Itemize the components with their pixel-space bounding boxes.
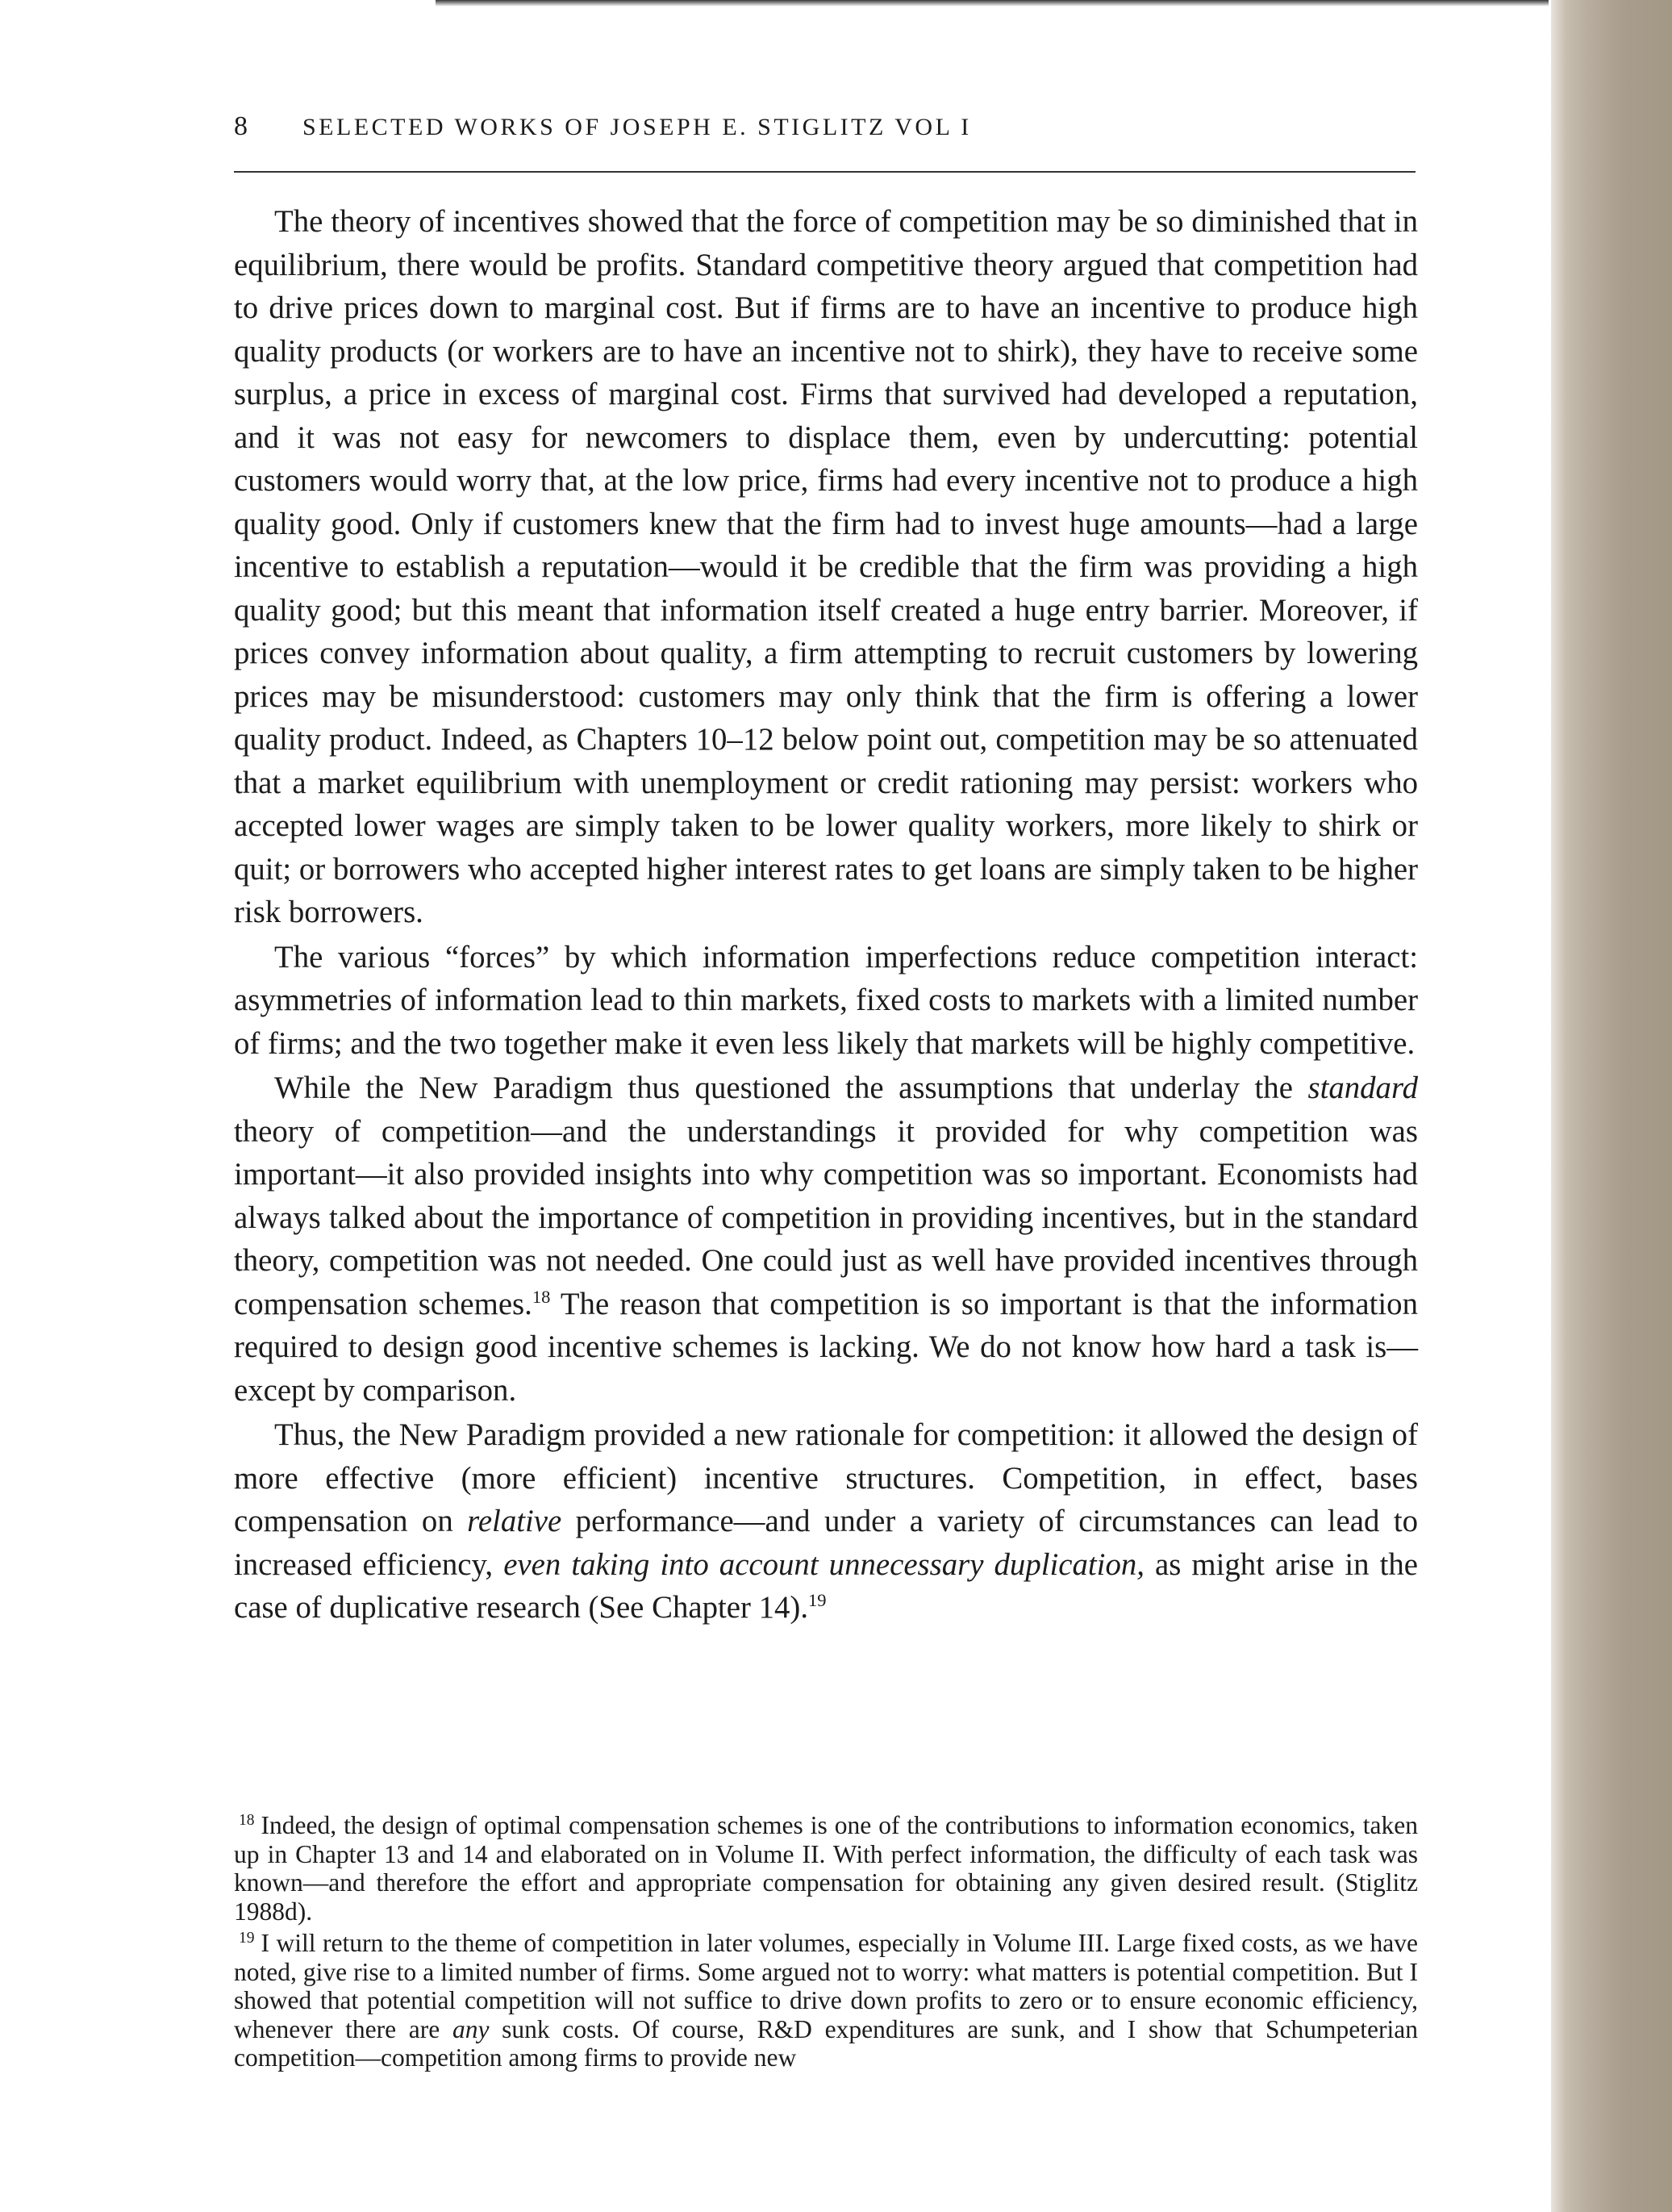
footnotes — [234, 1811, 1418, 2076]
page-number: 8 — [234, 111, 248, 141]
paragraph-4-italic-relative: relative — [467, 1504, 562, 1538]
paragraph-3 — [234, 1066, 1418, 1412]
footnote-ref-18: 18 — [532, 1286, 551, 1307]
paragraph-3-text-c: The reason that competition is so important is that the information required to design good incentive schemes is lacking. We do not know how hard a task is—except by comparison. — [234, 1286, 1418, 1408]
paragraph-2: The various “forces” by which information imperfections reduce competition interact: asymmetries of information lead to thin markets, fixed costs to markets with a limited number of firms; and the two together make it even less likely that markets will be highly competitive. — [234, 939, 1418, 1061]
paragraph-3-text-a: While the New Paradigm thus questioned the assumptions that underlay the — [274, 1071, 1308, 1105]
paragraph-4 — [234, 1413, 1418, 1630]
footnote-18-mark: 18 — [239, 1811, 255, 1829]
header-rule — [234, 171, 1416, 173]
paragraph-4-text-a: Thus, the New Paradigm provided a new rationale for competition: it allowed the design of more effective (more efficient) incentive structures. Competition, in effect, bases compensation on — [234, 1417, 1418, 1538]
footnote-19 — [234, 1929, 1418, 2072]
paragraph-3-text-b: theory of competition—and the understandings it provided for why competition was important—it also provided insights into why competition was so important. Economists had always talked about the importance of competition in providing incentives, but in the standard theory, competition was not needed. One could just as well have provided incentives through compensation schemes. — [234, 1113, 1418, 1321]
paragraph-1: The theory of incentives showed that the force of competition may be so diminished that in equilibrium, there would be profits. Standard competitive theory argued that competition had to drive prices down to marginal cost. But if firms are to have an incentive to produce high quality products (or workers are to have an incentive not to shirk), they have to receive some surplus, a price in excess of marginal cost. Firms that survived had developed a reputation, and it was not easy for newcomers to displace them, even by undercutting: potential customers would worry that, at the low price, firms had every incentive not to produce a high quality good. Only if customers knew that the firm had to invest huge amounts—had a large incentive to establish a reputation—would it be credible that the firm was providing a high quality good; but this meant that information itself created a huge entry barrier. Moreover, if prices convey information about quality, a firm attempting to recruit customers by lowering prices may be misunderstood: customers may only think that the firm is offering a lower quality product. Indeed, as Chapters 10–12 below point out, competition may be so attenuated that a market equilibrium with unemployment or credit rationing may persist: workers who accepted lower wages are simply taken to be lower quality workers, more likely to shirk or quit; or borrowers who accepted higher interest rates to get loans are simply taken to be higher risk borrowers. — [234, 204, 1418, 929]
footnote-19-text-b: sunk costs. Of course, R&D expenditures are sunk, and I show that Schumpeterian competition—competition among firms to provide new — [234, 2014, 1418, 2072]
footnote-18-text: Indeed, the design of optimal compensation schemes is one of the contributions to information economics, taken up in Chapter 13 and 14 and elaborated on in Volume II. With perfect information, the difficulty of each task was known—and therefore the effort and appropriate compensation for obtaining any given desired result. (Stiglitz 1988d). — [234, 1811, 1418, 1926]
paragraph-4-text-c: as might arise in the case of duplicative research (See Chapter 14). — [234, 1546, 1418, 1625]
paragraph-4-text-b: performance—and under a variety of circumstances can lead to increased efficiency, — [234, 1504, 1418, 1582]
footnote-ref-19: 19 — [808, 1590, 827, 1611]
running-header — [234, 111, 1411, 152]
running-title: SELECTED WORKS OF JOSEPH E. STIGLITZ VOL I — [302, 114, 972, 140]
main-text — [234, 200, 1418, 1631]
scan-binding-shadow — [1551, 0, 1672, 2212]
footnote-19-mark: 19 — [239, 1929, 255, 1947]
footnote-18 — [234, 1811, 1418, 1926]
footnote-19-text-a: I will return to the theme of competition in later volumes, especially in Volume III. Large fixed costs, as we have noted, give rise to a limited number of firms. Some argued not to worry: what matters is potential competition. But I showed that potential competition will not suffice to drive down profits to zero or to ensure economic efficiency, whenever there are — [234, 1929, 1418, 2043]
footnote-19-italic: any — [452, 2014, 490, 2043]
paragraph-3-italic: standard — [1307, 1071, 1418, 1105]
paragraph-4-italic-phrase: even taking into account unnecessary duplication, — [503, 1546, 1145, 1582]
